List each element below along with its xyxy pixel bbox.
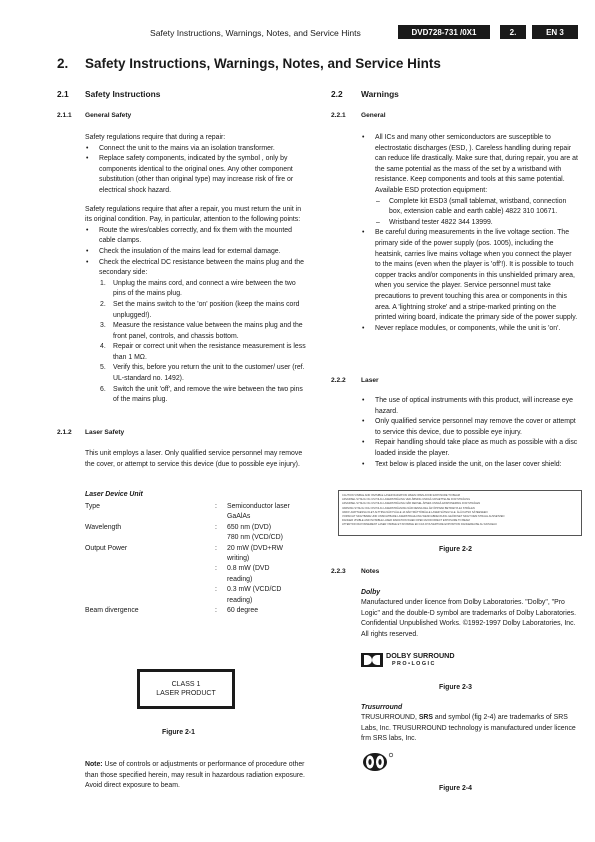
trusurround-text-a: TRUSURROUND, — [361, 714, 419, 721]
during-repair-list — [85, 144, 307, 197]
list-item: • Be careful during measurements in the live voltage section. The primary side of the power supply (pos. 1005), including the heatsink, carries live mains voltage when you connect the player to the mains (even when the player is 'off'!). It is possible to touch copper tracks and/or components in this unshielded primary area, when you service the player. Service personnel must take precautions to prevent touching this area or components in this area. A 'lightning stroke' and a stripe-marked printing on the printed wiring board, indicate the primary side of the power supply. — [375, 228, 579, 323]
warning-line: DANGER VISIBLE AND INVISIBLE LASER RADIATION WHEN OPEN AVOID DIRECT EXPOSURE TO BEAM — [342, 519, 470, 523]
step-text: Unplug the mains cord, and connect a wire between the two pins of the mains plug. — [113, 279, 296, 298]
header-model-badge: DVD728-731 /0X1 — [398, 25, 490, 39]
esd-equipment-list — [375, 197, 579, 229]
general-safety-intro: Safety regulations require that during a repair: — [85, 134, 226, 141]
laser-warnings-body — [361, 396, 579, 470]
list-item — [99, 258, 307, 406]
dolby-surround-logo — [361, 652, 455, 668]
step-item — [100, 321, 307, 342]
warning-line: ADVARSEL SYNLIG OG USYNLIG LASERSTRÅLING NÅR DEKSEL ÅPNES UNNGÅ EKSPONERING FOR STRÅLEN — [342, 502, 481, 506]
spec-colon: : — [215, 503, 217, 510]
step-text: Set the mains switch to the 'on' position (keep the mains cord unplugged!). — [113, 300, 300, 319]
spec-value-line: GaAlAs — [227, 513, 251, 521]
step-number: 5. — [100, 364, 106, 372]
section-2-1-number: 2.1 — [57, 89, 69, 99]
step-text: Measure the resistance value between the mains plug and the front panel, controls, and chassis bottom. — [113, 322, 303, 340]
dolby-heading: Dolby — [361, 589, 381, 596]
spec-key — [85, 585, 215, 606]
list-item-text: All ICs and many other semiconductors are susceptible to electrostatic discharges (ESD, ). Careless handling during repair can reduce life drastically. Make sure that, during repair, you are at the same potential as the mass of the set by a wristband with resistance. Keep components and tools at this same potential. Available ESD protection equipment: — [375, 134, 578, 194]
section-2-2-number: 2.2 — [331, 89, 343, 99]
spec-colon: : — [215, 523, 217, 531]
laser-warnings-list — [361, 396, 579, 470]
dolby-logo-line2: P R O • L O G I C — [392, 661, 435, 667]
double-d-icon — [361, 653, 383, 667]
trusurround-text-c: and symbol (fig 2-4) are trademarks of SRS Labs, Inc. TRUSURROUND technology is manufactured under licence frm SRS labs, Inc. — [361, 714, 576, 743]
dolby-logo-line1: DOLBY SURROUND — [386, 651, 455, 660]
spec-value-line: 60 degree — [227, 607, 259, 615]
srs-logo-icon — [361, 751, 395, 773]
laser-safety-text: This unit employs a laser. Only qualified service personnel may remove the cover, or attempt to service this device (due to possible eye injury). — [85, 450, 303, 468]
spec-value-line: reading) — [227, 596, 253, 604]
warnings-general-list — [361, 133, 579, 334]
section-2-1-2-number: 2.1.2 — [57, 429, 72, 436]
note-label: Note: — [85, 761, 103, 768]
spec-value — [227, 502, 307, 523]
header-page-badge: EN 3 — [532, 25, 578, 39]
spec-row — [85, 544, 307, 565]
spec-key: Type — [85, 503, 100, 510]
section-2-1-1-number: 2.1.1 — [57, 112, 72, 119]
section-2-2-3-number: 2.2.3 — [331, 568, 346, 575]
warning-line: ATTENTION RAYONNEMENT LASER VISIBLE ET INVISIBLE EN CAS D'OUVERTURE EXPOSITION DANGEREUSE AU FAISCEAU — [342, 523, 497, 527]
warning-line: VARNING SYNLIG OCH OSYNLIG LASERSTRÅLNING NÄR DENNA DEL ÄR ÖPPNAD BETRAKTA EJ STRÅLEN — [342, 506, 475, 510]
step-item — [100, 385, 307, 406]
laser-label-line2: LASER PRODUCT — [156, 690, 216, 697]
spec-row — [85, 564, 307, 585]
spec-value-line: 0.8 mW (DVD — [227, 565, 270, 573]
spec-key: Output Power — [85, 544, 128, 552]
laser-device-unit-title: Laser Device Unit — [85, 491, 143, 498]
general-safety-body — [85, 133, 307, 406]
warning-line: VORSICHT SICHTBARE UND UNSICHTBARE LASERSTRAHLUNG WENN ABDECKUNG GEÖFFNET NICHT DEM STRAHL AUSSETZEN — [342, 515, 505, 519]
spec-value-line: writing) — [227, 555, 250, 563]
step-number: 3. — [100, 322, 106, 330]
step-item — [100, 300, 307, 321]
spec-key: Beam divergence — [85, 607, 139, 615]
step-text: Verify this, before you return the unit to the customer/ user (ref. UL-standard no. 1492). — [113, 364, 305, 383]
list-item: • Connect the unit to the mains via an isolation transformer. — [99, 144, 307, 155]
step-text: Switch the unit 'off', and remove the wire between the two pins of the mains plug. — [113, 385, 303, 404]
warnings-general-body — [361, 133, 579, 334]
spec-value — [227, 544, 307, 565]
section-2-2-title: Warnings — [361, 89, 399, 99]
spec-value-line: 0.3 mW (VCD/CD — [227, 586, 282, 594]
section-2-1-1-title: General Safety — [85, 112, 132, 119]
dash-item: – Wristband tester 4822 344 13999. — [389, 218, 579, 229]
step-item — [100, 363, 307, 384]
warning-line: VARO! AVATTAESSA OLET ALTTIINA NÄKYVÄLLE JA NÄKYMÄTTÖMÄLLE LASER SÄTEILYLLE. ÄLÄ KATSO SÄTEESEEN — [342, 510, 488, 514]
step-number: 2. — [100, 300, 106, 308]
section-2-2-2-title: Laser — [361, 377, 379, 384]
spec-row — [85, 502, 307, 523]
step-item — [100, 279, 307, 300]
spec-row — [85, 606, 307, 616]
trusurround-text — [361, 713, 579, 745]
list-item: • Only qualified service personnel may remove the cover or attempt to service this device, due to possible eye injury. — [375, 417, 579, 438]
dolby-logo-text — [386, 652, 455, 668]
after-repair-intro: Safety regulations require that after a repair, you must return the unit in its original condition. Pay, in particular, attention to the following points: — [85, 205, 302, 224]
spec-value — [227, 523, 307, 544]
warning-line: CAUTION VISIBLE AND INVISIBLE LASER RADIATION WHEN OPEN AVOID EXPOSURE TO BEAM — [342, 494, 460, 497]
list-item: • Text below is placed inside the unit, on the laser cover shield: — [375, 460, 579, 471]
spec-value-line: 650 nm (DVD) — [227, 523, 272, 531]
laser-cover-warning-text — [338, 490, 582, 536]
figure-2-3-caption: Figure 2-3 — [439, 684, 472, 691]
section-2-2-3-title: Notes — [361, 568, 380, 575]
spec-value — [227, 564, 307, 585]
spec-colon: : — [215, 544, 217, 552]
list-item-text: Check the electrical DC resistance between the mains plug and the secondary side: — [99, 258, 304, 277]
dolby-text: Manufactured under licence from Dolby Laboratories. "Dolby", "Pro Logic" and the double-D symbol are trademarks of Dolby Laboratories. Confidential Unpublished Works. ©1992-1997 Dolby Laboratories, Inc. All rights reserved. — [361, 599, 577, 638]
spec-value-line: reading) — [227, 575, 253, 583]
note-text: Use of controls or adjustments or performance of procedure other than those specified herein, may result in hazardous radiation exposure. Avoid direct exposure to beam. — [85, 761, 305, 790]
figure-2-2-caption: Figure 2-2 — [439, 546, 472, 553]
chapter-title: Safety Instructions, Warnings, Notes, and Service Hints — [85, 56, 441, 71]
section-2-1-2-title: Laser Safety — [85, 429, 125, 436]
step-text: Repair or correct unit when the resistance measurement is less than 1 MΩ. — [113, 343, 306, 361]
list-item: • Repair handling should take place as much as possible with a disc loaded inside the player. — [375, 438, 579, 459]
section-2-2-1-number: 2.2.1 — [331, 112, 346, 119]
trusurround-heading: Trusurround — [361, 704, 403, 711]
laser-label-line1: CLASS 1 — [171, 681, 201, 688]
spec-value — [227, 606, 307, 616]
after-repair-list — [85, 226, 307, 406]
section-2-2-2-number: 2.2.2 — [331, 377, 346, 384]
list-item: • The use of optical instruments with this product, will increase eye hazard. — [375, 396, 579, 417]
step-number: 1. — [100, 279, 106, 287]
spec-colon: : — [215, 586, 217, 594]
laser-spec-table — [85, 502, 307, 616]
srs-text: SRS — [418, 714, 433, 721]
spec-colon: : — [215, 565, 217, 573]
spec-colon: : — [215, 607, 217, 615]
list-item: • Check the insulation of the mains lead for external damage. — [99, 247, 307, 258]
list-item: • Route the wires/cables correctly, and fix them with the mounted cable clamps. — [99, 226, 307, 247]
spec-value-line: 20 mW (DVD+RW — [227, 544, 283, 552]
warning-line: ADVARSEL SYNLIG OG USYNLIG LASERSTRÅLING VED ÅBNING UNDGÅ UDSÆTTELSE FOR STRÅLING — [342, 498, 471, 502]
spec-key — [85, 564, 215, 585]
list-item: • Never replace modules, or components, while the unit is 'on'. — [375, 324, 579, 335]
list-item — [375, 133, 579, 228]
section-2-1-title: Safety Instructions — [85, 89, 161, 99]
spec-key: Wavelength — [85, 523, 122, 531]
class1-laser-label — [137, 669, 235, 709]
resistance-check-steps — [99, 279, 307, 406]
header-section-badge: 2. — [500, 25, 526, 39]
spec-row — [85, 585, 307, 606]
section-2-2-1-title: General — [361, 112, 386, 119]
spec-value-line: Semiconductor laser — [227, 503, 290, 510]
chapter-number: 2. — [57, 56, 69, 71]
step-number: 6. — [100, 385, 106, 393]
running-header-title: Safety Instructions, Warnings, Notes, and Service Hints — [150, 28, 361, 38]
step-number: 4. — [100, 343, 106, 351]
figure-2-1-caption: Figure 2-1 — [162, 729, 195, 736]
spec-row — [85, 523, 307, 544]
list-item: • Replace safety components, indicated by the symbol , only by components identical to the original ones. Any other component substitution (other than original type) may increase risk of fire or electrical shock hazard. — [99, 154, 307, 196]
spec-value-line: 780 nm (VCD/CD) — [227, 534, 283, 542]
laser-note — [85, 760, 307, 792]
spec-value — [227, 585, 307, 606]
step-item — [100, 342, 307, 363]
dash-item: – Complete kit ESD3 (small tablemat, wristband, connection box, extension cable and earth cable) 4822 310 10671. — [389, 197, 579, 218]
figure-2-4-caption: Figure 2-4 — [439, 785, 472, 792]
